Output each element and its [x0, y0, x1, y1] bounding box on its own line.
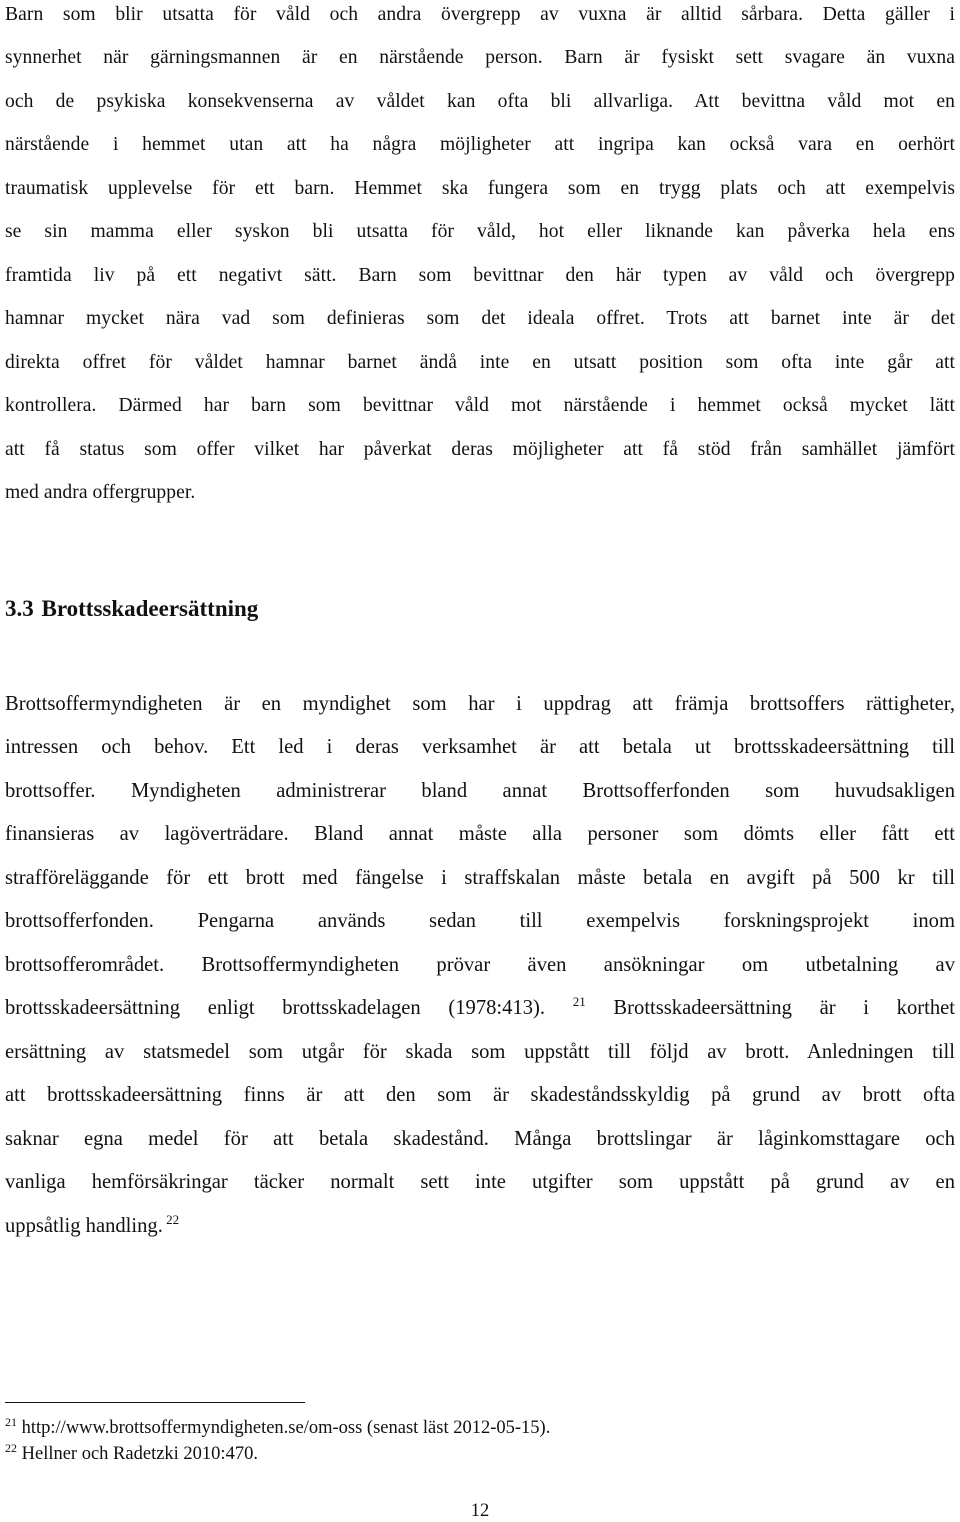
footnote-22: [5, 1443, 258, 1465]
text-line: Brottsoffermyndigheten är en myndighet som har i uppdrag att främja brottsoffers rättigheter,: [5, 693, 955, 715]
footnote-text: Hellner och Radetzki 2010:470.: [17, 1444, 258, 1464]
text-line: saknar egna medel för att betala skadestånd. Många brottslingar är låginkomsttagare och: [5, 1128, 955, 1150]
section-heading: [5, 594, 258, 624]
text-line: brottsofferfonden. Pengarna används sedan till exempelvis forskningsprojekt inom: [5, 910, 955, 932]
text-line: direkta offret för våldet hamnar barnet ändå inte en utsatt position som ofta inte går att: [5, 352, 955, 373]
footnote-number: 22: [5, 1441, 17, 1455]
footnote-text: http://www.brottsoffermyndigheten.se/om-oss (senast läst 2012-05-15).: [17, 1418, 551, 1438]
text-line: hamnar mycket nära vad som definieras som det ideala offret. Trots att barnet inte är det: [5, 308, 955, 329]
text-line: framtida liv på ett negativt sätt. Barn som bevittnar den här typen av våld och övergrepp: [5, 265, 955, 286]
text-line: kontrollera. Därmed har barn som bevittnar våld mot närstående i hemmet också mycket lätt: [5, 395, 955, 416]
text-line: ersättning av statsmedel som utgår för skada som uppstått till följd av brott. Anledningen till: [5, 1041, 955, 1063]
footnote-ref-21[interactable]: 21: [572, 994, 586, 1009]
section-title: Brottsskadeersättning: [41, 596, 259, 621]
text-line: med andra offergrupper.: [5, 482, 196, 503]
text-line: närstående i hemmet utan att ha några möjligheter att ingripa kan också vara en oerhört: [5, 134, 955, 155]
text-line: och de psykiska konsekvenserna av våldet kan ofta bli allvarliga. Att bevittna våld mot en: [5, 91, 955, 112]
text-line: brottsoffer. Myndigheten administrerar bland annat Brottsofferfonden som huvudsakligen: [5, 780, 955, 802]
text-segment: brottsskadeersättning enligt brottsskadelagen (1978:413).: [5, 997, 573, 1019]
text-line: traumatisk upplevelse för ett barn. Hemmet ska fungera som en trygg plats och att exempelvis: [5, 178, 955, 199]
section-number: 3.3: [5, 596, 34, 621]
text-line: intressen och behov. Ett led i deras verksamhet är att betala ut brottsskadeersättning till: [5, 736, 955, 758]
footnote-separator: [5, 1402, 305, 1403]
text-line: se sin mamma eller syskon bli utsatta för våld, hot eller liknande kan påverka hela ens: [5, 221, 955, 242]
text-segment: uppsåtlig handling.: [5, 1215, 163, 1237]
text-segment: Brottsskadeersättning är i korthet: [585, 997, 955, 1019]
footnote-21: [5, 1417, 550, 1439]
footnote-number: 21: [5, 1415, 17, 1429]
text-line-with-footnote-ref: [5, 1213, 955, 1239]
text-line-with-footnote-ref: [5, 995, 955, 1021]
text-line: strafföreläggande för ett brott med fängelse i straffskalan måste betala en avgift på 500 kr till: [5, 867, 955, 889]
footnote-ref-22[interactable]: 22: [162, 1212, 180, 1227]
text-line: Barn som blir utsatta för våld och andra övergrepp av vuxna är alltid sårbara. Detta gäller i: [5, 4, 955, 25]
text-line: att brottsskadeersättning finns är att den som är skadeståndsskyldig på grund av brott ofta: [5, 1084, 955, 1106]
text-line: brottsofferområdet. Brottsoffermyndigheten prövar även ansökningar om utbetalning av: [5, 954, 955, 976]
page-number: 12: [470, 1501, 490, 1521]
text-line: vanliga hemförsäkringar täcker normalt sett inte utgifter som uppstått på grund av en: [5, 1171, 955, 1193]
text-line: finansieras av lagöverträdare. Bland annat måste alla personer som dömts eller fått ett: [5, 823, 955, 845]
text-line: synnerhet när gärningsmannen är en närstående person. Barn är fysiskt sett svagare än vuxna: [5, 47, 955, 68]
text-line: att få status som offer vilket har påverkat deras möjligheter att få stöd från samhället jämfört: [5, 439, 955, 460]
